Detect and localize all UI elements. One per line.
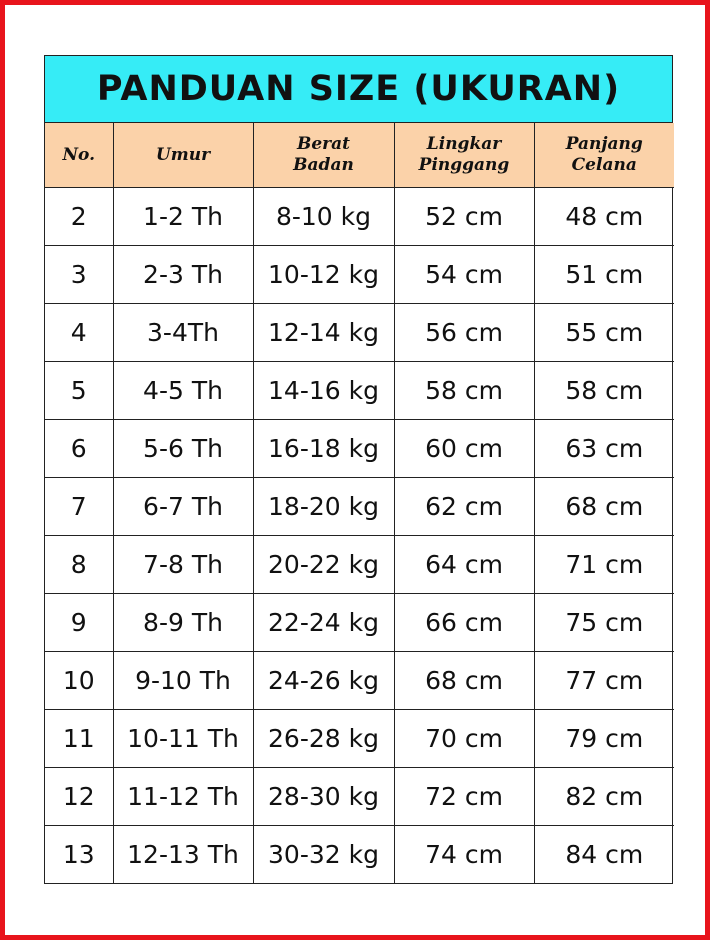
cell-umur: 7-8 Th xyxy=(113,536,253,594)
cell-umur: 1-2 Th xyxy=(113,188,253,246)
cell-no: 13 xyxy=(45,826,113,884)
cell-no: 8 xyxy=(45,536,113,594)
cell-panjang-celana: 79 cm xyxy=(534,710,674,768)
cell-umur: 11-12 Th xyxy=(113,768,253,826)
cell-lingkar-pinggang: 68 cm xyxy=(394,652,534,710)
cell-no: 6 xyxy=(45,420,113,478)
header-no: No. xyxy=(45,123,113,188)
cell-umur: 5-6 Th xyxy=(113,420,253,478)
cell-berat-badan: 14-16 kg xyxy=(253,362,394,420)
cell-umur: 6-7 Th xyxy=(113,478,253,536)
table-row xyxy=(45,420,674,478)
cell-berat-badan: 26-28 kg xyxy=(253,710,394,768)
cell-lingkar-pinggang: 54 cm xyxy=(394,246,534,304)
cell-berat-badan: 12-14 kg xyxy=(253,304,394,362)
header-panjang-celana: Panjang Celana xyxy=(534,123,674,188)
cell-no: 2 xyxy=(45,188,113,246)
cell-panjang-celana: 82 cm xyxy=(534,768,674,826)
cell-panjang-celana: 58 cm xyxy=(534,362,674,420)
cell-no: 10 xyxy=(45,652,113,710)
cell-umur: 9-10 Th xyxy=(113,652,253,710)
cell-lingkar-pinggang: 66 cm xyxy=(394,594,534,652)
cell-lingkar-pinggang: 58 cm xyxy=(394,362,534,420)
table-row xyxy=(45,188,674,246)
table-row xyxy=(45,536,674,594)
cell-berat-badan: 24-26 kg xyxy=(253,652,394,710)
header-berat-badan: Berat Badan xyxy=(253,123,394,188)
header-row xyxy=(45,123,674,188)
cell-berat-badan: 22-24 kg xyxy=(253,594,394,652)
cell-no: 12 xyxy=(45,768,113,826)
cell-lingkar-pinggang: 64 cm xyxy=(394,536,534,594)
cell-panjang-celana: 51 cm xyxy=(534,246,674,304)
cell-panjang-celana: 48 cm xyxy=(534,188,674,246)
cell-no: 5 xyxy=(45,362,113,420)
table-row xyxy=(45,594,674,652)
table-row xyxy=(45,246,674,304)
cell-panjang-celana: 75 cm xyxy=(534,594,674,652)
table-row xyxy=(45,768,674,826)
table-row xyxy=(45,652,674,710)
cell-lingkar-pinggang: 74 cm xyxy=(394,826,534,884)
table-row xyxy=(45,362,674,420)
cell-panjang-celana: 84 cm xyxy=(534,826,674,884)
cell-panjang-celana: 71 cm xyxy=(534,536,674,594)
size-table xyxy=(45,123,674,883)
table-row xyxy=(45,478,674,536)
cell-berat-badan: 8-10 kg xyxy=(253,188,394,246)
cell-umur: 12-13 Th xyxy=(113,826,253,884)
cell-lingkar-pinggang: 56 cm xyxy=(394,304,534,362)
cell-lingkar-pinggang: 62 cm xyxy=(394,478,534,536)
chart-title: PANDUAN SIZE (UKURAN) xyxy=(45,56,672,123)
header-umur: Umur xyxy=(113,123,253,188)
size-chart xyxy=(44,55,673,884)
cell-lingkar-pinggang: 72 cm xyxy=(394,768,534,826)
cell-berat-badan: 30-32 kg xyxy=(253,826,394,884)
cell-lingkar-pinggang: 60 cm xyxy=(394,420,534,478)
table-row xyxy=(45,710,674,768)
cell-umur: 3-4Th xyxy=(113,304,253,362)
cell-no: 3 xyxy=(45,246,113,304)
cell-berat-badan: 16-18 kg xyxy=(253,420,394,478)
cell-no: 7 xyxy=(45,478,113,536)
cell-no: 4 xyxy=(45,304,113,362)
table-row xyxy=(45,304,674,362)
cell-berat-badan: 20-22 kg xyxy=(253,536,394,594)
cell-berat-badan: 10-12 kg xyxy=(253,246,394,304)
cell-panjang-celana: 68 cm xyxy=(534,478,674,536)
cell-no: 11 xyxy=(45,710,113,768)
cell-lingkar-pinggang: 52 cm xyxy=(394,188,534,246)
header-lingkar-pinggang: Lingkar Pinggang xyxy=(394,123,534,188)
cell-berat-badan: 28-30 kg xyxy=(253,768,394,826)
size-rows xyxy=(45,188,674,884)
cell-umur: 2-3 Th xyxy=(113,246,253,304)
cell-umur: 8-9 Th xyxy=(113,594,253,652)
cell-berat-badan: 18-20 kg xyxy=(253,478,394,536)
cell-umur: 4-5 Th xyxy=(113,362,253,420)
cell-panjang-celana: 55 cm xyxy=(534,304,674,362)
cell-panjang-celana: 77 cm xyxy=(534,652,674,710)
cell-umur: 10-11 Th xyxy=(113,710,253,768)
cell-panjang-celana: 63 cm xyxy=(534,420,674,478)
table-row xyxy=(45,826,674,884)
cell-lingkar-pinggang: 70 cm xyxy=(394,710,534,768)
cell-no: 9 xyxy=(45,594,113,652)
